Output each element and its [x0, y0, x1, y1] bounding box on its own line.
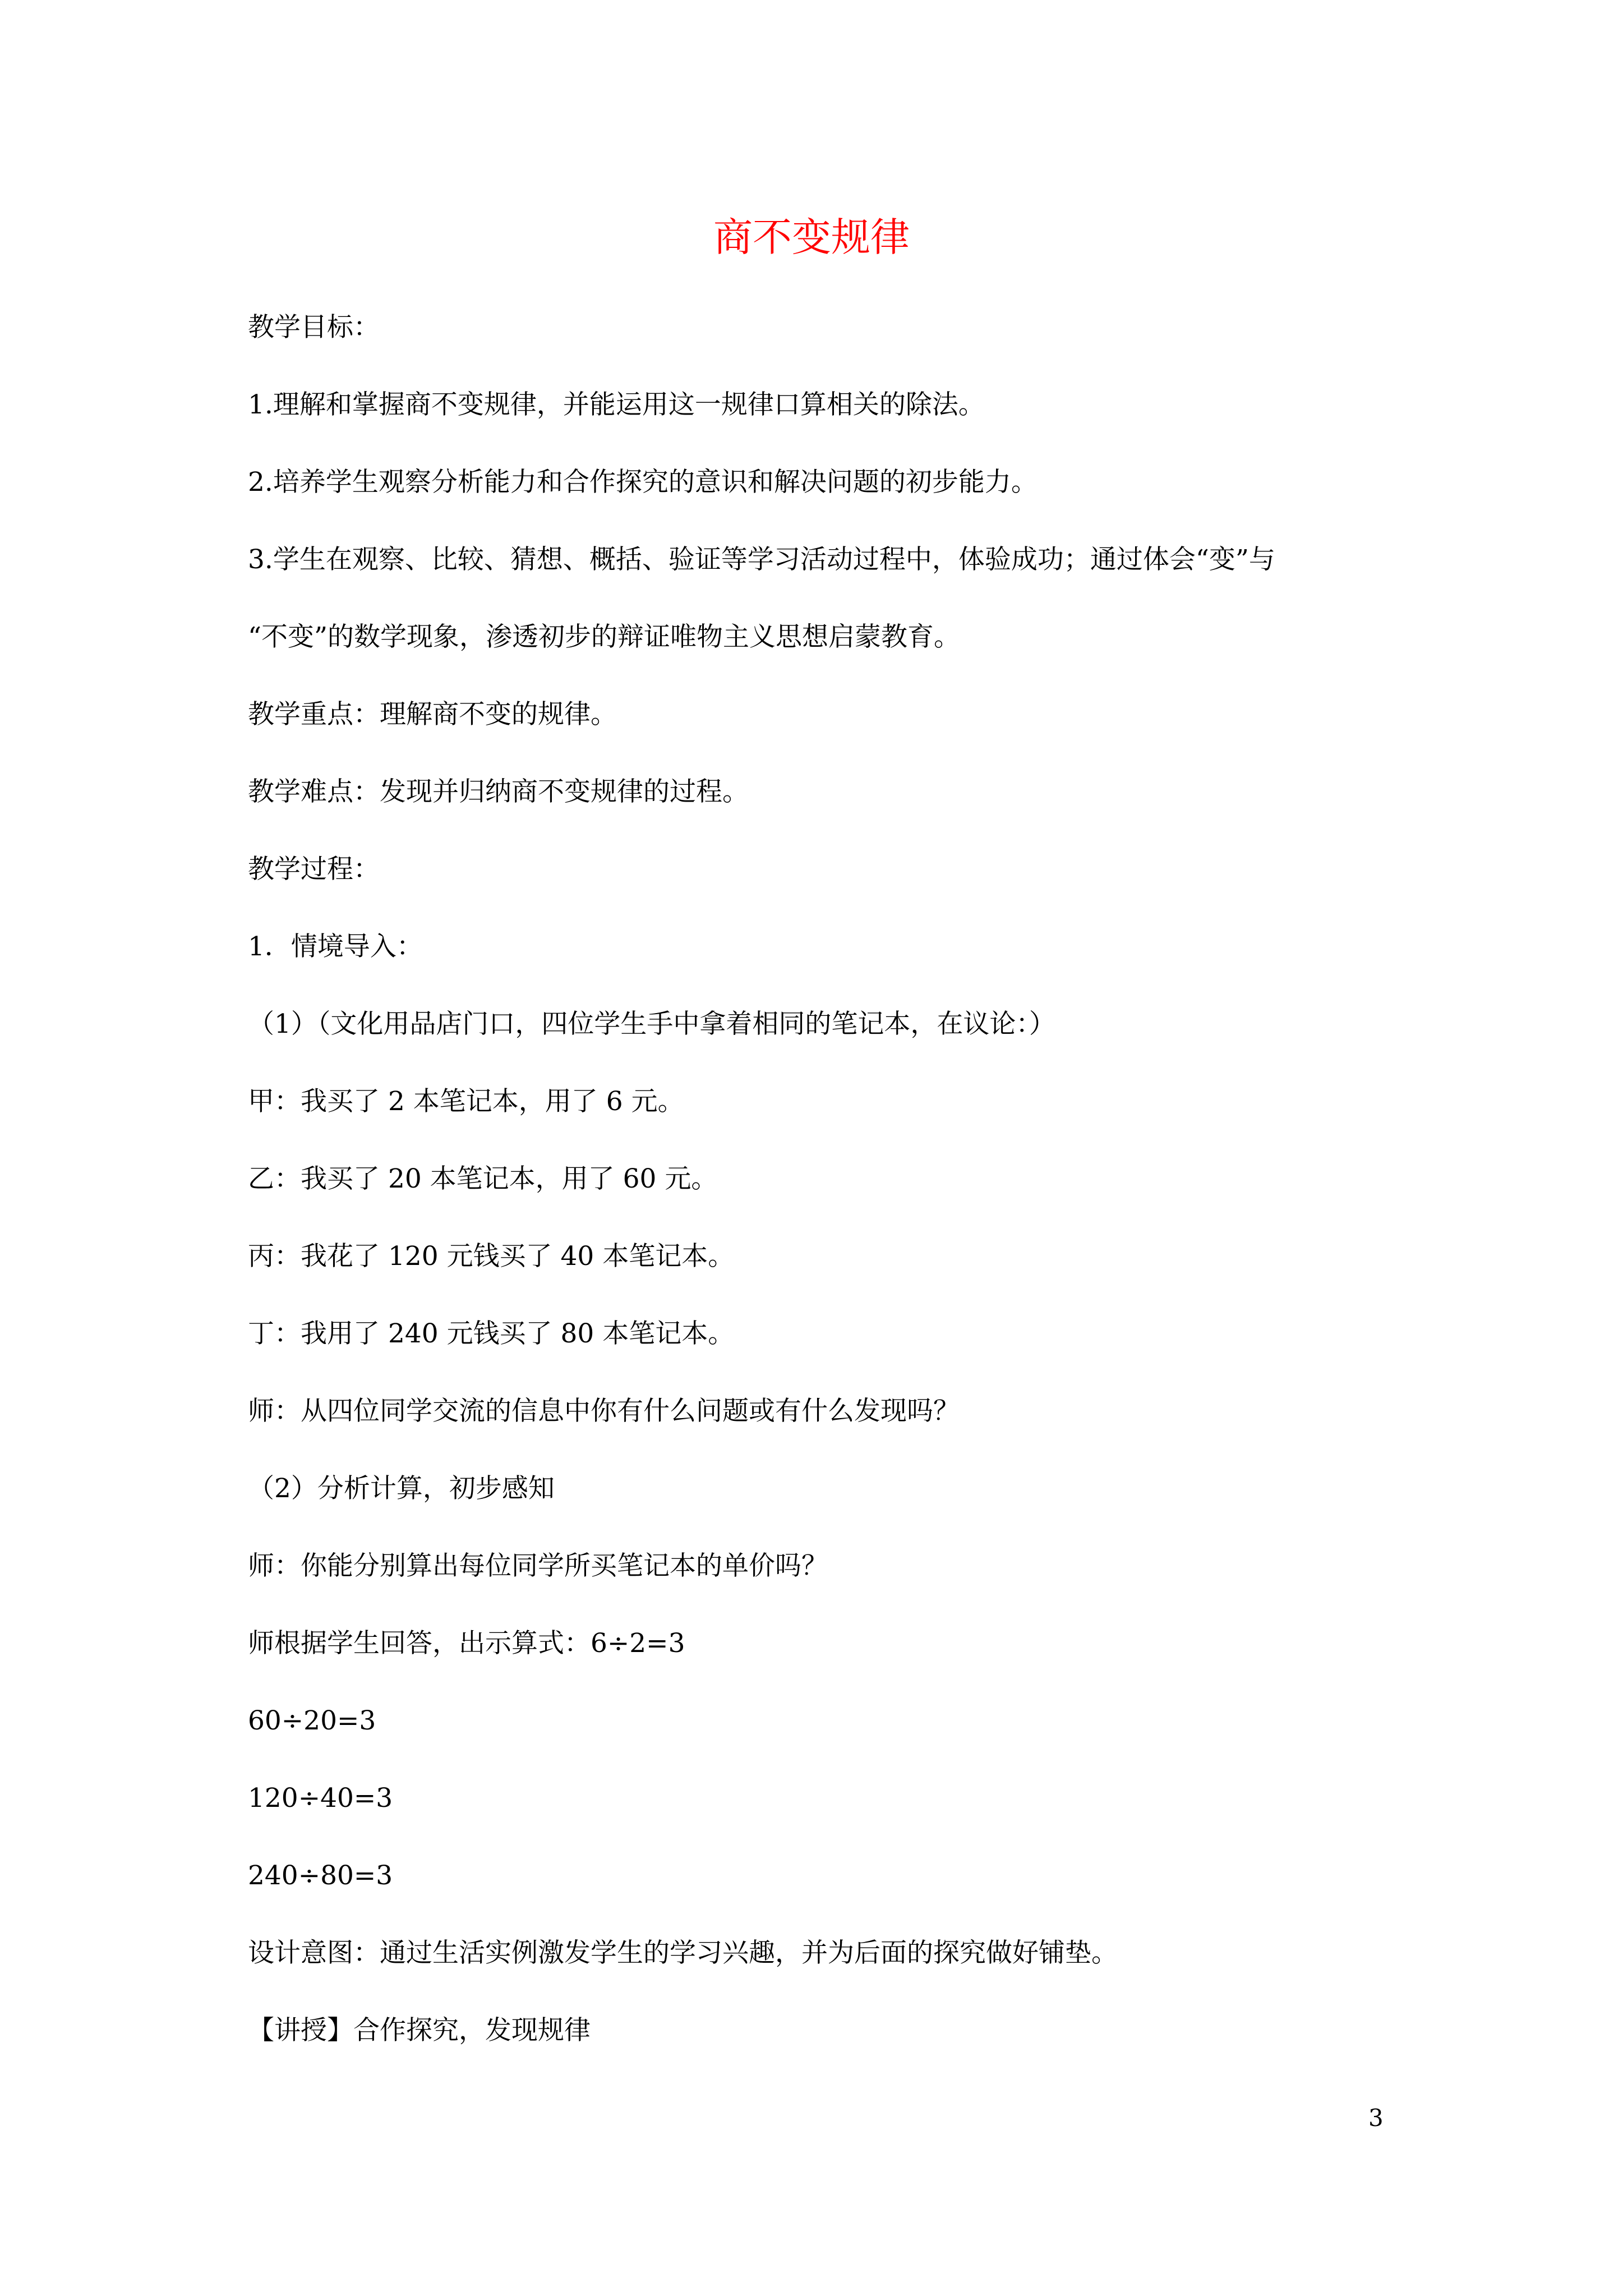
- step-1-heading: 1．情境导入：: [248, 931, 423, 962]
- objective-2: 2.培养学生观察分析能力和合作探究的意识和解决问题的初步能力。: [248, 467, 1038, 498]
- scene-description: （1）（文化用品店门口，四位学生手中拿着相同的笔记本，在议论：）: [248, 1009, 1055, 1039]
- design-intent: 设计意图：通过生活实例激发学生的学习兴趣，并为后面的探究做好铺垫。: [248, 1938, 1118, 1968]
- difficult-point: 教学难点：发现并归纳商不变规律的过程。: [248, 776, 749, 807]
- dialogue-ding: 丁：我用了 240 元钱买了 80 本笔记本。: [248, 1318, 735, 1349]
- equation-intro: 师根据学生回答，出示算式：6÷2=3: [248, 1628, 685, 1659]
- section-heading-objectives: 教学目标：: [248, 312, 380, 343]
- objective-1: 1.理解和掌握商不变规律，并能运用这一规律口算相关的除法。: [248, 389, 985, 420]
- dialogue-jia: 甲：我买了 2 本笔记本，用了 6 元。: [248, 1086, 684, 1117]
- key-point: 教学重点：理解商不变的规律。: [248, 699, 617, 730]
- dialogue-bing: 丙：我花了 120 元钱买了 40 本笔记本。: [248, 1241, 735, 1272]
- objective-3-line-1: 3.学生在观察、比较、猜想、概括、验证等学习活动过程中，体验成功；通过体会“变”与: [248, 544, 1275, 575]
- section-heading-process: 教学过程：: [248, 854, 380, 885]
- dialogue-yi: 乙：我买了 20 本笔记本，用了 60 元。: [248, 1163, 718, 1194]
- document-title: 商不变规律: [713, 214, 910, 260]
- equation-3: 120÷40=3: [248, 1783, 393, 1814]
- objective-3-line-2: “不变”的数学现象，渗透初步的辩证唯物主义思想启蒙教育。: [248, 622, 961, 652]
- equation-4: 240÷80=3: [248, 1860, 393, 1891]
- teacher-question-1: 师：从四位同学交流的信息中你有什么问题或有什么发现吗？: [248, 1396, 960, 1427]
- step-2-heading: （2）分析计算，初步感知: [248, 1473, 555, 1504]
- teacher-question-2: 师：你能分别算出每位同学所买笔记本的单价吗？: [248, 1550, 828, 1581]
- equation-2: 60÷20=3: [248, 1705, 376, 1736]
- lecture-heading: 【讲授】合作探究，发现规律: [248, 2015, 591, 2046]
- page-number: 3: [1368, 2104, 1384, 2132]
